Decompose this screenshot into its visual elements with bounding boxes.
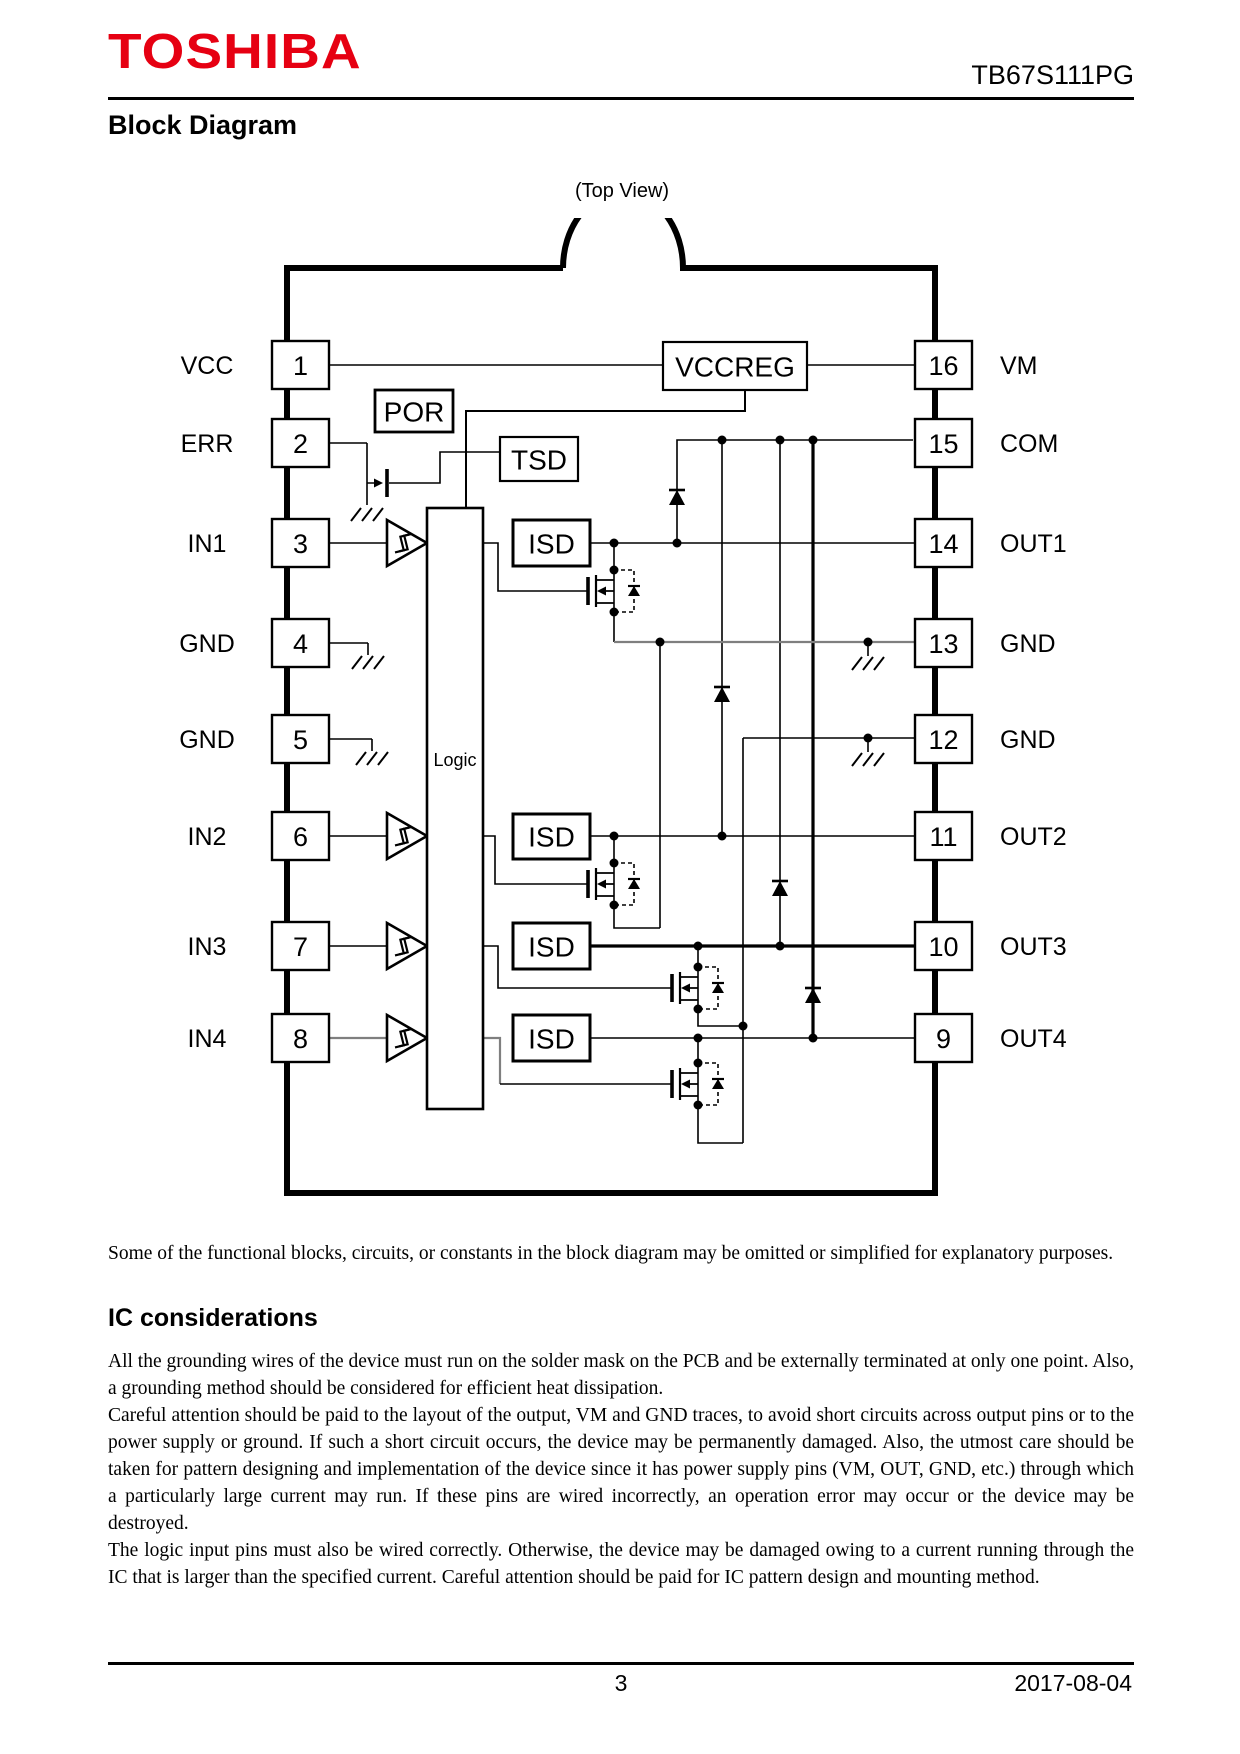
svg-text:12: 12 [928, 725, 959, 755]
svg-text:14: 14 [928, 529, 959, 559]
svg-text:11: 11 [929, 822, 958, 852]
svg-text:OUT4: OUT4 [1000, 1025, 1067, 1053]
svg-text:OUT2: OUT2 [1000, 823, 1067, 851]
svg-text:5: 5 [292, 725, 309, 755]
svg-text:1: 1 [292, 351, 309, 381]
nmos-out3 [672, 963, 724, 1014]
buffer-in1 [387, 520, 427, 566]
gnd-symbol-pin5 [356, 752, 388, 765]
svg-text:OUT1: OUT1 [1000, 530, 1067, 558]
svg-text:4: 4 [292, 629, 309, 659]
svg-text:COM: COM [1000, 430, 1059, 458]
logic-label: Logic [433, 750, 477, 770]
logic-block [427, 508, 483, 1109]
svg-text:GND: GND [1000, 726, 1056, 754]
svg-text:GND: GND [179, 630, 235, 658]
svg-text:IN4: IN4 [187, 1025, 227, 1053]
svg-text:OUT3: OUT3 [1000, 933, 1067, 961]
svg-text:GND: GND [179, 726, 235, 754]
block-diagram [0, 218, 1240, 1228]
wires-layer [329, 365, 915, 1143]
svg-text:6: 6 [292, 822, 309, 852]
page-title: Block Diagram [108, 110, 298, 140]
isd1-label: ISD [528, 528, 575, 560]
svg-text:IN1: IN1 [187, 530, 227, 558]
top-view-label: (Top View) [574, 180, 670, 202]
tsd-label: TSD [511, 444, 567, 476]
por-label: POR [383, 396, 445, 428]
svg-text:7: 7 [292, 932, 309, 962]
svg-text:ERR: ERR [180, 430, 234, 458]
svg-text:IN3: IN3 [187, 933, 227, 961]
gnd-symbol-pin4 [352, 656, 384, 669]
svg-text:9: 9 [935, 1024, 952, 1054]
input-buffers [387, 520, 427, 1061]
svg-text:13: 13 [928, 629, 959, 659]
consideration-paragraph: All the grounding wires of the device must run on the solder mask on the PCB and be externally terminated at only one point. Also, a grounding method should be considered for efficient heat dissipation. [108, 1351, 1134, 1399]
junction-dots [610, 436, 873, 1043]
gnd-symbol-pin12 [852, 753, 884, 766]
pin-row-5-12 [179, 715, 1055, 763]
svg-text:VM: VM [1000, 352, 1038, 380]
footer-date: 2017-08-04 [1014, 1670, 1132, 1696]
vccreg-label: VCCREG [675, 351, 795, 383]
flyback-diodes [669, 490, 821, 1003]
buffer-in4 [387, 1015, 427, 1061]
output-transistors [588, 566, 724, 1110]
diagram-disclaimer: Some of the functional blocks, circuits, or constants in the block diagram may be omitted or simplified for explanatory purposes. [108, 1243, 1114, 1264]
ic-considerations-body [108, 1348, 1134, 1591]
consideration-paragraph: The logic input pins must also be wired correctly. Otherwise, the device may be damaged owing to a current running through the IC that is larger than the specified current. Careful attention should be paid for IC pattern design and mounting method. [108, 1540, 1134, 1588]
diode-out2 [714, 687, 730, 702]
svg-text:3: 3 [292, 529, 309, 559]
svg-text:2: 2 [292, 429, 309, 459]
isd2-label: ISD [528, 821, 575, 853]
isd3-label: ISD [528, 931, 575, 963]
svg-text:8: 8 [292, 1024, 309, 1054]
gnd-symbol-pin13 [852, 657, 884, 670]
svg-text:16: 16 [928, 351, 959, 381]
svg-text:VCC: VCC [180, 352, 234, 380]
consideration-paragraph: Careful attention should be paid to the layout of the output, VM and GND traces, to avoid short circuits across output pins or to the power supply or ground. If such a short circuit occurs, the device may be permanently damaged. Also, the utmost care should be taken for pattern designing and implementation of the device since it has power supply pins (VM, OUT, GND, etc.) through which a particularly large current may run. If these pins are wired incorrectly, an operation error may occur or the device may be destroyed. [108, 1405, 1134, 1534]
buffer-in3 [387, 923, 427, 969]
toshiba-logo: TOSHIBA [108, 25, 362, 79]
page-number: 3 [614, 1670, 628, 1696]
nmos-arrow [374, 479, 383, 488]
svg-text:10: 10 [928, 932, 959, 962]
ic-considerations-title: IC considerations [108, 1304, 318, 1332]
diode-out1 [669, 490, 685, 505]
buffer-in2 [387, 813, 427, 859]
svg-text:GND: GND [1000, 630, 1056, 658]
header-rule [108, 97, 1134, 100]
pin-row-2-15 [181, 419, 1059, 467]
nmos-out4 [672, 1059, 724, 1110]
svg-text:IN2: IN2 [187, 823, 227, 851]
gnd-symbol-err [351, 508, 383, 521]
footer-rule [108, 1662, 1134, 1665]
svg-text:15: 15 [928, 429, 959, 459]
nmos-out1 [588, 566, 640, 617]
diode-out4 [805, 988, 821, 1003]
part-number: TB67S111PG [971, 60, 1134, 90]
isd4-label: ISD [528, 1023, 575, 1055]
nmos-out2 [588, 859, 640, 910]
diode-out3 [772, 881, 788, 896]
